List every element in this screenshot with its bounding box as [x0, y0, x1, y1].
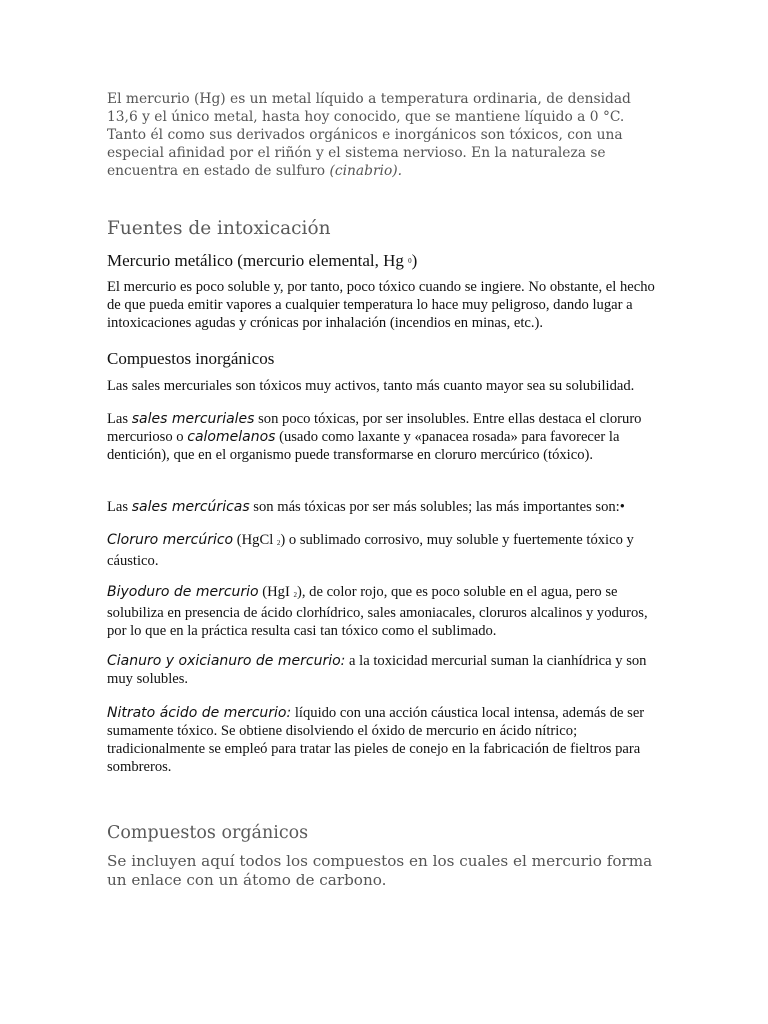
organicos-paragraph: Se incluyen aquí todos los compuestos en los cuales el mercurio forma un enlace con un átomo de carbono.	[107, 852, 653, 889]
biyoduro-term: Biyoduro de mercurio	[107, 584, 259, 600]
sales-mercuriales-term: sales mercuriales	[131, 411, 255, 427]
section-title-fuentes: Fuentes de intoxicación	[107, 218, 331, 239]
subsection-title-inorganicos: Compuestos inorgánicos	[107, 349, 275, 368]
section-title-organicos: Compuestos orgánicos	[107, 823, 309, 843]
metalico-paragraph: El mercurio es poco soluble y, por tanto, poco tóxico cuando se ingiere. No obstante, el hecho de que pueda emitir vapores a cualquier temperatura lo hace muy peligroso, dando lugar a intoxicaciones agudas y crónicas por inhalación (incendios en minas, etc.).	[107, 279, 655, 331]
cianuro-term: Cianuro y oxicianuro de mercurio:	[107, 653, 346, 669]
sales-mercuricas-paragraph: Las sales mercúricas son más tóxicas por ser más solubles; las más importantes son:•	[107, 499, 625, 515]
inorganicos-paragraph-1: Las sales mercuriales son tóxicos muy activos, tanto más cuanto mayor sea su solubilidad.	[107, 378, 635, 394]
nitrato-term: Nitrato ácido de mercurio:	[107, 705, 292, 721]
cianuro-paragraph: Cianuro y oxicianuro de mercurio: a la toxicidad mercurial suman la cianhídrica y son muy solubles.	[107, 653, 647, 687]
calomelanos-term: calomelanos	[187, 429, 276, 445]
sales-mercuricas-term: sales mercúricas	[131, 499, 250, 515]
nitrato-paragraph: Nitrato ácido de mercurio: líquido con una acción cáustica local intensa, además de ser sumamente tóxico. Se obtiene disolviendo el óxido de mercurio en ácido nítrico; tradicionalmente se empleó para tratar las pieles de conejo en la fabricación de fieltros para sombreros.	[107, 705, 645, 775]
cloruro-mercurico-term: Cloruro mercúrico	[107, 532, 234, 548]
intro-paragraph: El mercurio (Hg) es un metal líquido a temperatura ordinaria, de densidad 13,6 y el único metal, hasta hoy conocido, que se mantiene líquido a 0 °C. Tanto él como sus derivados orgánicos e inorgánicos son tóxicos, con una especial afinidad por el riñón y el sistema nervioso. En la naturaleza se encuentra en estado de sulfuro (cinabrio).	[107, 91, 631, 179]
sales-mercuriales-paragraph: Las sales mercuriales son poco tóxicas, por ser insolubles. Entre ellas destaca el cloruro mercurioso o calomelanos (usado como laxante y «panacea rosada» para favorecer la dentición), que en el organismo puede transformarse en cloruro mercúrico (tóxico).	[107, 411, 642, 463]
cloruro-mercurico-paragraph: Cloruro mercúrico (HgCl 2) o sublimado corrosivo, muy soluble y fuertemente tóxico y cáustico.	[107, 532, 634, 569]
subsection-title-metalico: Mercurio metálico (mercurio elemental, Hg $^0$)	[107, 251, 418, 270]
cinabrio-term: (cinabrio).	[329, 163, 403, 179]
biyoduro-paragraph: Biyoduro de mercurio (HgI 2), de color rojo, que es poco soluble en el agua, pero se solubiliza en presencia de ácido clorhídrico, sales amoniacales, cloruros alcalinos y yoduros, por lo que en la práctica resulta casi tan tóxico como el sublimado.	[107, 584, 648, 639]
